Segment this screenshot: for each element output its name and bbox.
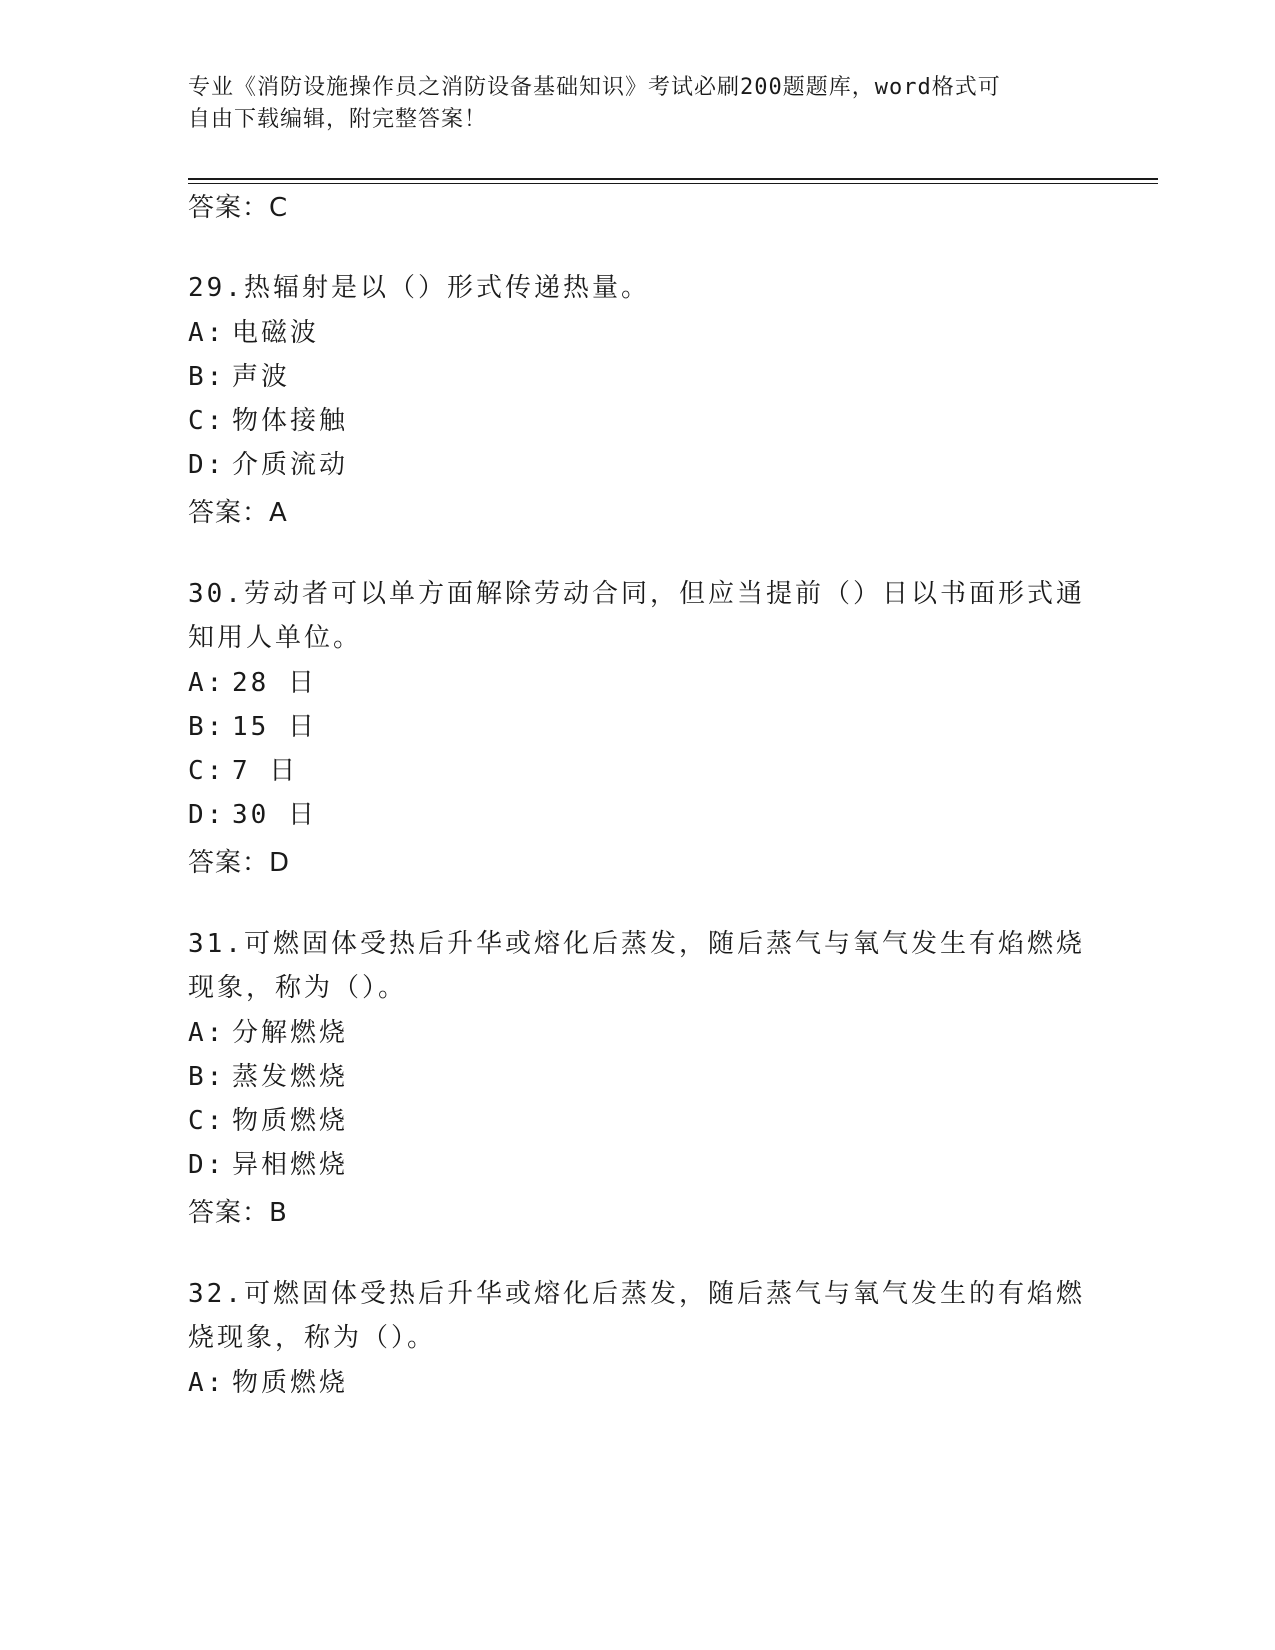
option-b: B: 声波 bbox=[188, 362, 291, 392]
question-stem-cont: 现象，称为（）。 bbox=[188, 973, 408, 1003]
question-stem-cont: 知用人单位。 bbox=[188, 623, 363, 653]
option-c: C: 7 日 bbox=[188, 756, 299, 786]
answer-line: 答案：C bbox=[188, 193, 289, 223]
header-line-2: 自由下载编辑，附完整答案！ bbox=[188, 107, 488, 132]
header-line-1: 专业《消防设施操作员之消防设备基础知识》考试必刷200题题库，word格式可 bbox=[188, 75, 1001, 100]
question-stem: 31.可燃固体受热后升华或熔化后蒸发，随后蒸气与氧气发生有焰燃烧 bbox=[188, 929, 1085, 959]
header-divider-thin bbox=[188, 183, 1158, 184]
answer-line: 答案：D bbox=[188, 848, 291, 878]
option-b: B: 15 日 bbox=[188, 712, 317, 742]
document-header bbox=[188, 72, 1088, 136]
question-stem: 32.可燃固体受热后升华或熔化后蒸发，随后蒸气与氧气发生的有焰燃 bbox=[188, 1279, 1085, 1309]
answer-line: 答案：B bbox=[188, 1198, 288, 1228]
option-d: D: 异相燃烧 bbox=[188, 1150, 349, 1180]
option-c: C: 物体接触 bbox=[188, 406, 349, 436]
question-stem-cont: 烧现象，称为（）。 bbox=[188, 1323, 437, 1353]
option-a: A: 分解燃烧 bbox=[188, 1018, 349, 1048]
option-a: A: 电磁波 bbox=[188, 318, 320, 348]
header-divider bbox=[188, 178, 1158, 180]
option-d: D: 介质流动 bbox=[188, 450, 349, 480]
option-c: C: 物质燃烧 bbox=[188, 1106, 349, 1136]
question-stem: 29.热辐射是以（）形式传递热量。 bbox=[188, 273, 650, 303]
option-a: A: 物质燃烧 bbox=[188, 1368, 349, 1398]
option-d: D: 30 日 bbox=[188, 800, 317, 830]
option-b: B: 蒸发燃烧 bbox=[188, 1062, 349, 1092]
question-stem: 30.劳动者可以单方面解除劳动合同，但应当提前（）日以书面形式通 bbox=[188, 579, 1085, 609]
option-a: A: 28 日 bbox=[188, 668, 317, 698]
answer-line: 答案：A bbox=[188, 498, 288, 528]
